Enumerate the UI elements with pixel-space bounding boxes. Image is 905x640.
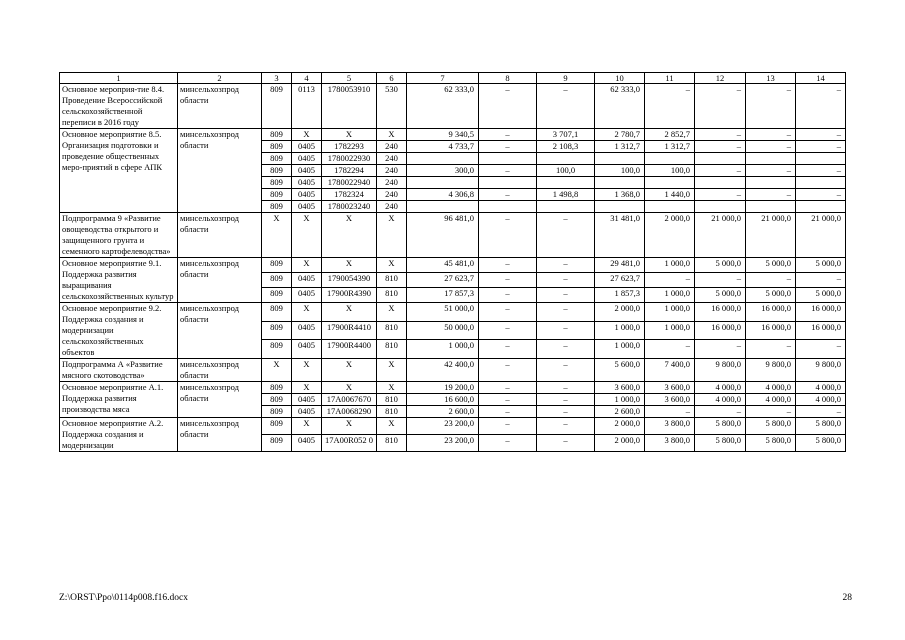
table-cell: Х <box>377 303 407 322</box>
row-executor-cell: минсельхозпрод области <box>178 129 262 213</box>
table-cell: Х <box>377 359 407 382</box>
table-cell: 3 600,0 <box>645 382 695 394</box>
table-cell: 1 440,0 <box>645 189 695 201</box>
header-cell: 8 <box>479 73 537 84</box>
table-cell: 810 <box>377 406 407 418</box>
table-cell: 42 400,0 <box>407 359 479 382</box>
table-cell: – <box>479 165 537 177</box>
table-cell: 16 000,0 <box>746 303 796 322</box>
table-cell: – <box>796 84 846 129</box>
header-cell: 12 <box>695 73 746 84</box>
table-cell: Х <box>377 418 407 435</box>
header-cell: 2 <box>178 73 262 84</box>
table-cell: – <box>537 213 595 258</box>
table-cell: 809 <box>262 258 292 273</box>
table-cell: Х <box>322 129 377 141</box>
table-cell <box>695 153 746 165</box>
table-cell: – <box>746 165 796 177</box>
header-cell: 4 <box>292 73 322 84</box>
table-cell: 17А00R052 0 <box>322 435 377 452</box>
table-cell: – <box>746 340 796 359</box>
table-cell: – <box>479 406 537 418</box>
table-cell: 5 000,0 <box>695 258 746 273</box>
table-cell <box>796 177 846 189</box>
header-cell: 9 <box>537 73 595 84</box>
table-cell: – <box>479 382 537 394</box>
row-executor-cell: минсельхозпрод области <box>178 84 262 129</box>
table-cell <box>746 177 796 189</box>
table-cell: 9 800,0 <box>796 359 846 382</box>
table-cell: – <box>645 406 695 418</box>
table-row <box>60 84 846 129</box>
table-cell: Х <box>377 382 407 394</box>
table-cell: 240 <box>377 201 407 213</box>
table-cell: 7 400,0 <box>645 359 695 382</box>
table-cell: 21 000,0 <box>695 213 746 258</box>
table-cell: 1782293 <box>322 141 377 153</box>
table-cell: – <box>537 340 595 359</box>
table-cell: 3 600,0 <box>645 394 695 406</box>
table-cell: 3 600,0 <box>595 382 645 394</box>
table-cell: 809 <box>262 340 292 359</box>
table-cell: 2 000,0 <box>645 213 695 258</box>
table-cell: – <box>695 165 746 177</box>
table-cell: Х <box>377 258 407 273</box>
table-cell: 0405 <box>292 153 322 165</box>
table-cell: 5 800,0 <box>746 435 796 452</box>
table-cell: Х <box>292 303 322 322</box>
table-cell: – <box>537 273 595 288</box>
table-cell: – <box>746 406 796 418</box>
table-cell: 809 <box>262 177 292 189</box>
table-cell: – <box>537 359 595 382</box>
table-cell: – <box>479 321 537 340</box>
row-executor-cell: минсельхозпрод области <box>178 213 262 258</box>
table-cell: 1 312,7 <box>595 141 645 153</box>
header-cell: 11 <box>645 73 695 84</box>
table-cell: 809 <box>262 321 292 340</box>
table-cell: 810 <box>377 340 407 359</box>
table-cell: 4 000,0 <box>746 382 796 394</box>
table-cell: – <box>695 141 746 153</box>
table-cell: – <box>479 303 537 322</box>
table-cell: 19 200,0 <box>407 382 479 394</box>
table-cell <box>479 153 537 165</box>
table-cell: – <box>796 189 846 201</box>
header-cell: 14 <box>796 73 846 84</box>
table-cell: – <box>537 435 595 452</box>
table-cell: 100,0 <box>645 165 695 177</box>
table-cell: Х <box>292 258 322 273</box>
table-cell: 240 <box>377 189 407 201</box>
table-cell: 1 000,0 <box>645 303 695 322</box>
table-cell: 809 <box>262 141 292 153</box>
table-cell: – <box>537 406 595 418</box>
table-cell: 809 <box>262 382 292 394</box>
table-row <box>60 303 846 322</box>
table-cell <box>645 177 695 189</box>
table-cell: Х <box>322 303 377 322</box>
table-cell: – <box>796 165 846 177</box>
table-cell: 0405 <box>292 141 322 153</box>
table-cell <box>407 177 479 189</box>
table-cell: 810 <box>377 288 407 303</box>
table-cell: 62 333,0 <box>595 84 645 129</box>
table-cell <box>645 153 695 165</box>
table-cell: – <box>796 340 846 359</box>
table-cell: 1780023240 <box>322 201 377 213</box>
table-cell: 5 000,0 <box>746 288 796 303</box>
table-cell: 5 000,0 <box>796 258 846 273</box>
table-cell: 2 000,0 <box>595 435 645 452</box>
table-cell: 4 000,0 <box>695 382 746 394</box>
table-cell: 2 000,0 <box>595 418 645 435</box>
table-cell: Х <box>292 129 322 141</box>
table-cell <box>595 153 645 165</box>
table-cell: Х <box>262 213 292 258</box>
table-cell <box>796 201 846 213</box>
row-executor-cell: минсельхозпрод области <box>178 258 262 303</box>
table-cell: 3 800,0 <box>645 418 695 435</box>
table-cell: 5 800,0 <box>796 418 846 435</box>
header-cell: 6 <box>377 73 407 84</box>
table-cell: 0405 <box>292 406 322 418</box>
table-cell: Х <box>377 129 407 141</box>
table-cell: 0405 <box>292 201 322 213</box>
table-cell: Х <box>322 418 377 435</box>
table-cell <box>595 177 645 189</box>
table-cell: – <box>479 273 537 288</box>
table-cell: – <box>695 340 746 359</box>
table-cell: – <box>537 288 595 303</box>
table-cell: 809 <box>262 201 292 213</box>
table-cell: 4 306,8 <box>407 189 479 201</box>
table-cell: 96 481,0 <box>407 213 479 258</box>
table-cell: 3 800,0 <box>645 435 695 452</box>
table-cell: – <box>537 84 595 129</box>
table-cell: – <box>479 288 537 303</box>
table-cell: 1 000,0 <box>407 340 479 359</box>
table-cell: 16 600,0 <box>407 394 479 406</box>
table-cell: 2 600,0 <box>595 406 645 418</box>
table-cell: 5 000,0 <box>796 288 846 303</box>
table-cell: 240 <box>377 141 407 153</box>
table-cell: 5 800,0 <box>746 418 796 435</box>
table-cell: 1 312,7 <box>645 141 695 153</box>
table-cell <box>746 153 796 165</box>
table-cell: – <box>537 418 595 435</box>
header-row <box>60 73 846 84</box>
table-cell: 1780022930 <box>322 153 377 165</box>
row-executor-cell: минсельхозпрод области <box>178 382 262 418</box>
table-cell: 1 368,0 <box>595 189 645 201</box>
table-cell: 5 600,0 <box>595 359 645 382</box>
row-name-cell: Подпрограмма 9 «Развитие овощеводства открытого и защищенного грунта и семенного картофелеводства» <box>60 213 178 258</box>
table-cell: 50 000,0 <box>407 321 479 340</box>
row-name-cell: Основное мероприятие 9.1. Поддержка развития выращивания сельскохозяйственных культур <box>60 258 178 303</box>
header-cell: 10 <box>595 73 645 84</box>
table-cell: 809 <box>262 435 292 452</box>
table-cell: – <box>796 406 846 418</box>
table-cell: 5 800,0 <box>695 435 746 452</box>
table-cell <box>746 201 796 213</box>
table-cell: – <box>537 258 595 273</box>
table-cell: 1 000,0 <box>645 258 695 273</box>
table-cell: 45 481,0 <box>407 258 479 273</box>
table-cell: 9 340,5 <box>407 129 479 141</box>
table-cell: – <box>746 141 796 153</box>
table-cell: 2 000,0 <box>595 303 645 322</box>
table-cell: 16 000,0 <box>695 303 746 322</box>
table-cell: 809 <box>262 189 292 201</box>
table-cell: 100,0 <box>537 165 595 177</box>
table-row <box>60 418 846 435</box>
table-cell: – <box>479 359 537 382</box>
table-cell: 809 <box>262 394 292 406</box>
header-cell: 7 <box>407 73 479 84</box>
table-cell: 809 <box>262 418 292 435</box>
table-cell: 810 <box>377 273 407 288</box>
table-cell: – <box>479 418 537 435</box>
table-cell: 5 800,0 <box>796 435 846 452</box>
table-cell: – <box>746 189 796 201</box>
table-cell: 300,0 <box>407 165 479 177</box>
table-cell: – <box>479 213 537 258</box>
table-cell: 4 000,0 <box>695 394 746 406</box>
table-cell: 0405 <box>292 189 322 201</box>
table-cell: Х <box>292 382 322 394</box>
table-cell <box>796 153 846 165</box>
table-cell: – <box>746 129 796 141</box>
table-cell: 29 481,0 <box>595 258 645 273</box>
table-cell: 809 <box>262 165 292 177</box>
table-cell: 1 000,0 <box>595 340 645 359</box>
table-cell: 0405 <box>292 394 322 406</box>
table-cell: 21 000,0 <box>796 213 846 258</box>
table-cell <box>479 201 537 213</box>
table-cell: – <box>479 189 537 201</box>
table-cell: – <box>479 84 537 129</box>
table-cell: – <box>479 141 537 153</box>
table-cell: Х <box>292 213 322 258</box>
row-name-cell: Основное мероприятие А.2. Поддержка создания и модернизации <box>60 418 178 452</box>
table-cell: 27 623,7 <box>407 273 479 288</box>
table-row <box>60 359 846 382</box>
row-name-cell: Основное мероприятие 9.2. Поддержка создания и модернизации сельскохозяйственных объектов <box>60 303 178 359</box>
table-cell: 4 000,0 <box>796 394 846 406</box>
table-cell: 809 <box>262 288 292 303</box>
table-cell: 1782324 <box>322 189 377 201</box>
table-cell: 809 <box>262 303 292 322</box>
table-cell: – <box>796 129 846 141</box>
table-row <box>60 382 846 394</box>
table-cell: 17А0067670 <box>322 394 377 406</box>
table-cell: 5 000,0 <box>746 258 796 273</box>
table-cell: 5 000,0 <box>695 288 746 303</box>
table-cell: 23 200,0 <box>407 418 479 435</box>
table-cell: 17900R4390 <box>322 288 377 303</box>
table-cell: 16 000,0 <box>746 321 796 340</box>
table-cell: – <box>746 273 796 288</box>
table-cell: 809 <box>262 84 292 129</box>
table-row <box>60 213 846 258</box>
table-cell: 2 852,7 <box>645 129 695 141</box>
table-cell: 1 498,8 <box>537 189 595 201</box>
table-cell: – <box>537 321 595 340</box>
table-cell: 17А0068290 <box>322 406 377 418</box>
table-cell: 0405 <box>292 435 322 452</box>
footer-file-path: Z:\ORST\Ppo\0114p008.f16.docx <box>59 593 188 603</box>
table-cell: 1780022940 <box>322 177 377 189</box>
table-cell: – <box>695 189 746 201</box>
table-cell: – <box>537 394 595 406</box>
table-cell: – <box>695 129 746 141</box>
row-executor-cell: минсельхозпрод области <box>178 418 262 452</box>
table-cell: 16 000,0 <box>695 321 746 340</box>
table-cell: 0405 <box>292 273 322 288</box>
table-cell: 1790054390 <box>322 273 377 288</box>
table-cell <box>537 153 595 165</box>
table-cell: 810 <box>377 321 407 340</box>
table-cell <box>479 177 537 189</box>
table-cell <box>407 201 479 213</box>
table-cell: 0405 <box>292 288 322 303</box>
table-cell: 2 108,3 <box>537 141 595 153</box>
table-cell: 9 800,0 <box>746 359 796 382</box>
table-cell: Х <box>322 382 377 394</box>
row-executor-cell: минсельхозпрод области <box>178 359 262 382</box>
table-cell: Х <box>292 359 322 382</box>
table-cell: 240 <box>377 153 407 165</box>
table-cell: 31 481,0 <box>595 213 645 258</box>
table-cell: 2 600,0 <box>407 406 479 418</box>
header-cell: 1 <box>60 73 178 84</box>
table-cell: 1 000,0 <box>645 288 695 303</box>
table-cell: – <box>645 340 695 359</box>
table-cell: – <box>746 84 796 129</box>
table-cell: Х <box>322 258 377 273</box>
table-cell: – <box>695 406 746 418</box>
table-cell <box>695 177 746 189</box>
budget-table <box>59 72 846 452</box>
table-cell: 16 000,0 <box>796 303 846 322</box>
table-cell: – <box>537 303 595 322</box>
header-cell: 13 <box>746 73 796 84</box>
table-cell: 4 000,0 <box>746 394 796 406</box>
table-cell <box>537 177 595 189</box>
table-cell: 17900R4400 <box>322 340 377 359</box>
header-cell: 5 <box>322 73 377 84</box>
table-cell: 810 <box>377 435 407 452</box>
table-cell: 0113 <box>292 84 322 129</box>
table-cell: 0405 <box>292 321 322 340</box>
table-cell: 0405 <box>292 340 322 359</box>
row-name-cell: Основное мероприятие А.1. Поддержка развития производства мяса <box>60 382 178 418</box>
table-cell: – <box>479 394 537 406</box>
table-cell: 530 <box>377 84 407 129</box>
table-cell: Х <box>322 359 377 382</box>
table-cell: 1 000,0 <box>595 321 645 340</box>
table-cell: 240 <box>377 165 407 177</box>
table-cell: 809 <box>262 406 292 418</box>
table-cell: 1 000,0 <box>595 394 645 406</box>
table-row <box>60 129 846 141</box>
table-cell: 2 780,7 <box>595 129 645 141</box>
table-cell: 1782294 <box>322 165 377 177</box>
table-cell: 0405 <box>292 165 322 177</box>
table-cell: 62 333,0 <box>407 84 479 129</box>
table-cell: – <box>537 382 595 394</box>
table-cell: 3 707,1 <box>537 129 595 141</box>
row-name-cell: Основное мероприя-тие 8.4. Проведение Всероссийской сельскохозяйственной переписи в 2016 году <box>60 84 178 129</box>
table-row <box>60 258 846 273</box>
table-cell: 809 <box>262 153 292 165</box>
table-cell: 5 800,0 <box>695 418 746 435</box>
table-cell: 0405 <box>292 177 322 189</box>
table-cell: 4 000,0 <box>796 382 846 394</box>
row-name-cell: Основное мероприятие 8.5. Организация подготовки и проведение общественных меро-приятий в сфере АПК <box>60 129 178 213</box>
table-cell: 17900R4410 <box>322 321 377 340</box>
row-name-cell: Подпрограмма А «Развитие мясного скотоводства» <box>60 359 178 382</box>
table-cell <box>537 201 595 213</box>
table-cell: – <box>479 258 537 273</box>
table-cell: Х <box>377 213 407 258</box>
table-cell: Х <box>262 359 292 382</box>
header-cell: 3 <box>262 73 292 84</box>
table-cell: 240 <box>377 177 407 189</box>
table-cell: Х <box>322 213 377 258</box>
table-cell: 1 000,0 <box>645 321 695 340</box>
table-cell: 809 <box>262 273 292 288</box>
table-cell: – <box>479 129 537 141</box>
row-executor-cell: минсельхозпрод области <box>178 303 262 359</box>
table-cell: 21 000,0 <box>746 213 796 258</box>
table-cell <box>407 153 479 165</box>
table-cell: – <box>479 340 537 359</box>
table-cell: 4 733,7 <box>407 141 479 153</box>
table-cell: 16 000,0 <box>796 321 846 340</box>
table-cell <box>595 201 645 213</box>
budget-table-container <box>59 72 845 452</box>
table-cell: – <box>645 84 695 129</box>
table-cell: – <box>695 273 746 288</box>
table-cell: 9 800,0 <box>695 359 746 382</box>
table-cell: 23 200,0 <box>407 435 479 452</box>
table-cell: 1780053910 <box>322 84 377 129</box>
table-cell: – <box>645 273 695 288</box>
table-cell <box>695 201 746 213</box>
table-cell: 100,0 <box>595 165 645 177</box>
footer-page-number: 28 <box>842 593 852 603</box>
table-cell: – <box>796 141 846 153</box>
table-cell: – <box>796 273 846 288</box>
table-cell: 27 623,7 <box>595 273 645 288</box>
table-cell: – <box>479 435 537 452</box>
table-cell: 810 <box>377 394 407 406</box>
table-cell: – <box>695 84 746 129</box>
table-cell <box>645 201 695 213</box>
table-cell: 809 <box>262 129 292 141</box>
table-cell: Х <box>292 418 322 435</box>
table-cell: 1 857,3 <box>595 288 645 303</box>
table-cell: 51 000,0 <box>407 303 479 322</box>
table-cell: 17 857,3 <box>407 288 479 303</box>
